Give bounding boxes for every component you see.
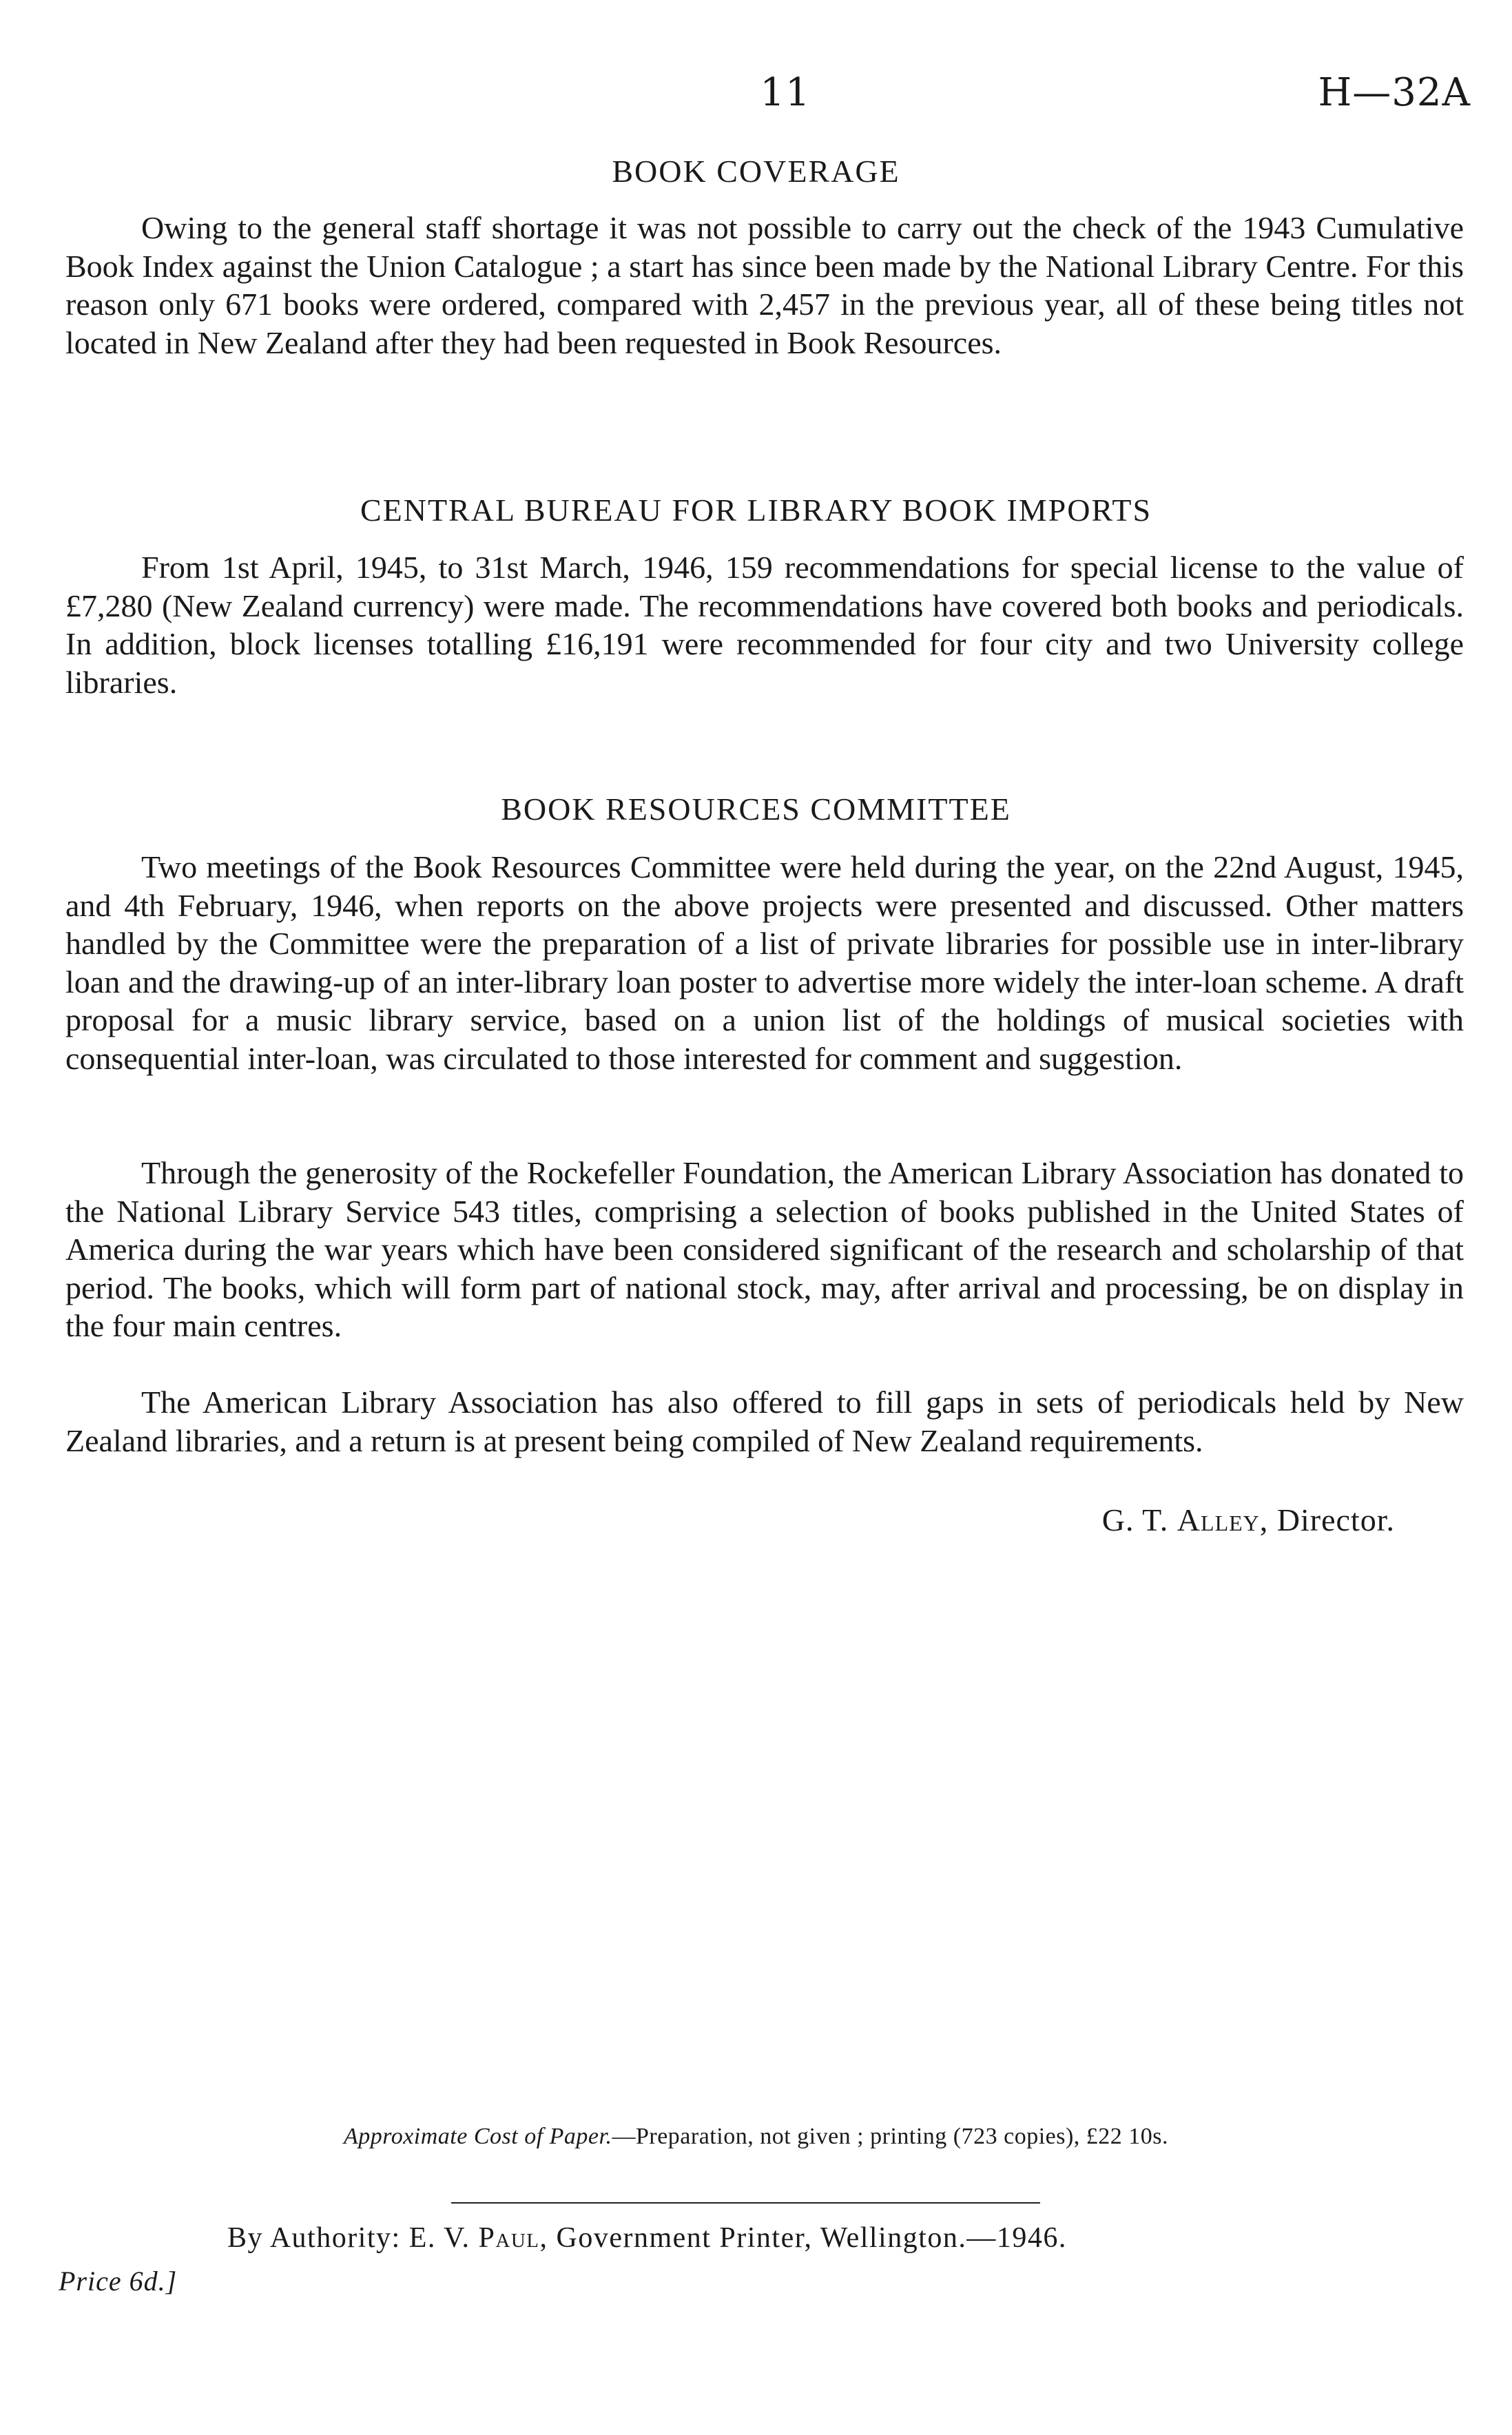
- page-number: 11: [760, 70, 811, 115]
- authority-suffix: , Government Printer, Wellington.—1946.: [539, 2222, 1067, 2254]
- committee-paragraph-meetings: Two meetings of the Book Resources Committee were held during the year, on the 22nd August, 1945, and 4th February, 1946, when reports on the above projects were presented and discussed. Other matters handled by the Committee were the preparation of a list of private libraries for possible use in inter-library loan and the drawing-up of an inter-library loan poster to advertise more widely the inter-loan scheme. A draft proposal for a music library service, based on a union list of the holdings of musical societies with consequential inter-loan, was circulated to those interested for comment and suggestion.: [65, 849, 1464, 1076]
- section-heading-book-coverage: BOOK COVERAGE: [612, 154, 900, 189]
- section-heading-central-bureau: CENTRAL BUREAU FOR LIBRARY BOOK IMPORTS: [360, 493, 1152, 528]
- approximate-cost-line: [0, 2124, 1512, 2150]
- printer-authority-line: [227, 2221, 1067, 2255]
- authority-prefix: By Authority: E. V.: [227, 2222, 470, 2254]
- document-reference: H—32A: [1318, 70, 1471, 115]
- footer-divider: [451, 2202, 1040, 2204]
- signature-surname: Alley: [1177, 1502, 1260, 1537]
- book-coverage-paragraph: Owing to the general staff shortage it was not possible to carry out the check of the 1943 Cumulative Book Index against the Union Catalogue ; a start has since been made by the National Library Centre. For this reason only 671 books were ordered, compared with 2,457 in the previous year, all of these being titles not located in New Zealand after they had been requested in Book Resources.: [65, 210, 1464, 360]
- cost-text: —Preparation, not given ; printing (723 copies), £22 10s.: [612, 2124, 1169, 2149]
- committee-paragraph-rockefeller: Through the generosity of the Rockefeller Foundation, the American Library Association has donated to the National Library Service 543 titles, comprising a selection of books published in the United States of America during the war years which have been considered significant of the research and scholarship of that period. The books, which will form part of national stock, may, after arrival and processing, be on display in the four main centres.: [65, 1155, 1464, 1343]
- signature-initials: G. T.: [1101, 1502, 1169, 1537]
- signature-title: , Director.: [1259, 1502, 1395, 1537]
- price-note: Price 6d.]: [59, 2266, 178, 2297]
- committee-paragraph-periodicals: The American Library Association has also offered to fill gaps in sets of periodicals held by New Zealand libraries, and a return is at present being compiled of New Zealand requirements.: [65, 1385, 1464, 1458]
- section-heading-book-resources-committee: BOOK RESOURCES COMMITTEE: [501, 791, 1011, 827]
- director-signature: [1102, 1502, 1395, 1538]
- central-bureau-paragraph: From 1st April, 1945, to 31st March, 1946, 159 recommendations for special license to the value of £7,280 (New Zealand currency) were made. The recommendations have covered both books and periodicals. In addition, block licenses totalling £16,191 were recommended for four city and two University college libraries.: [65, 550, 1464, 700]
- cost-label: Approximate Cost of Paper.: [343, 2124, 612, 2149]
- printer-surname: Paul: [478, 2222, 540, 2254]
